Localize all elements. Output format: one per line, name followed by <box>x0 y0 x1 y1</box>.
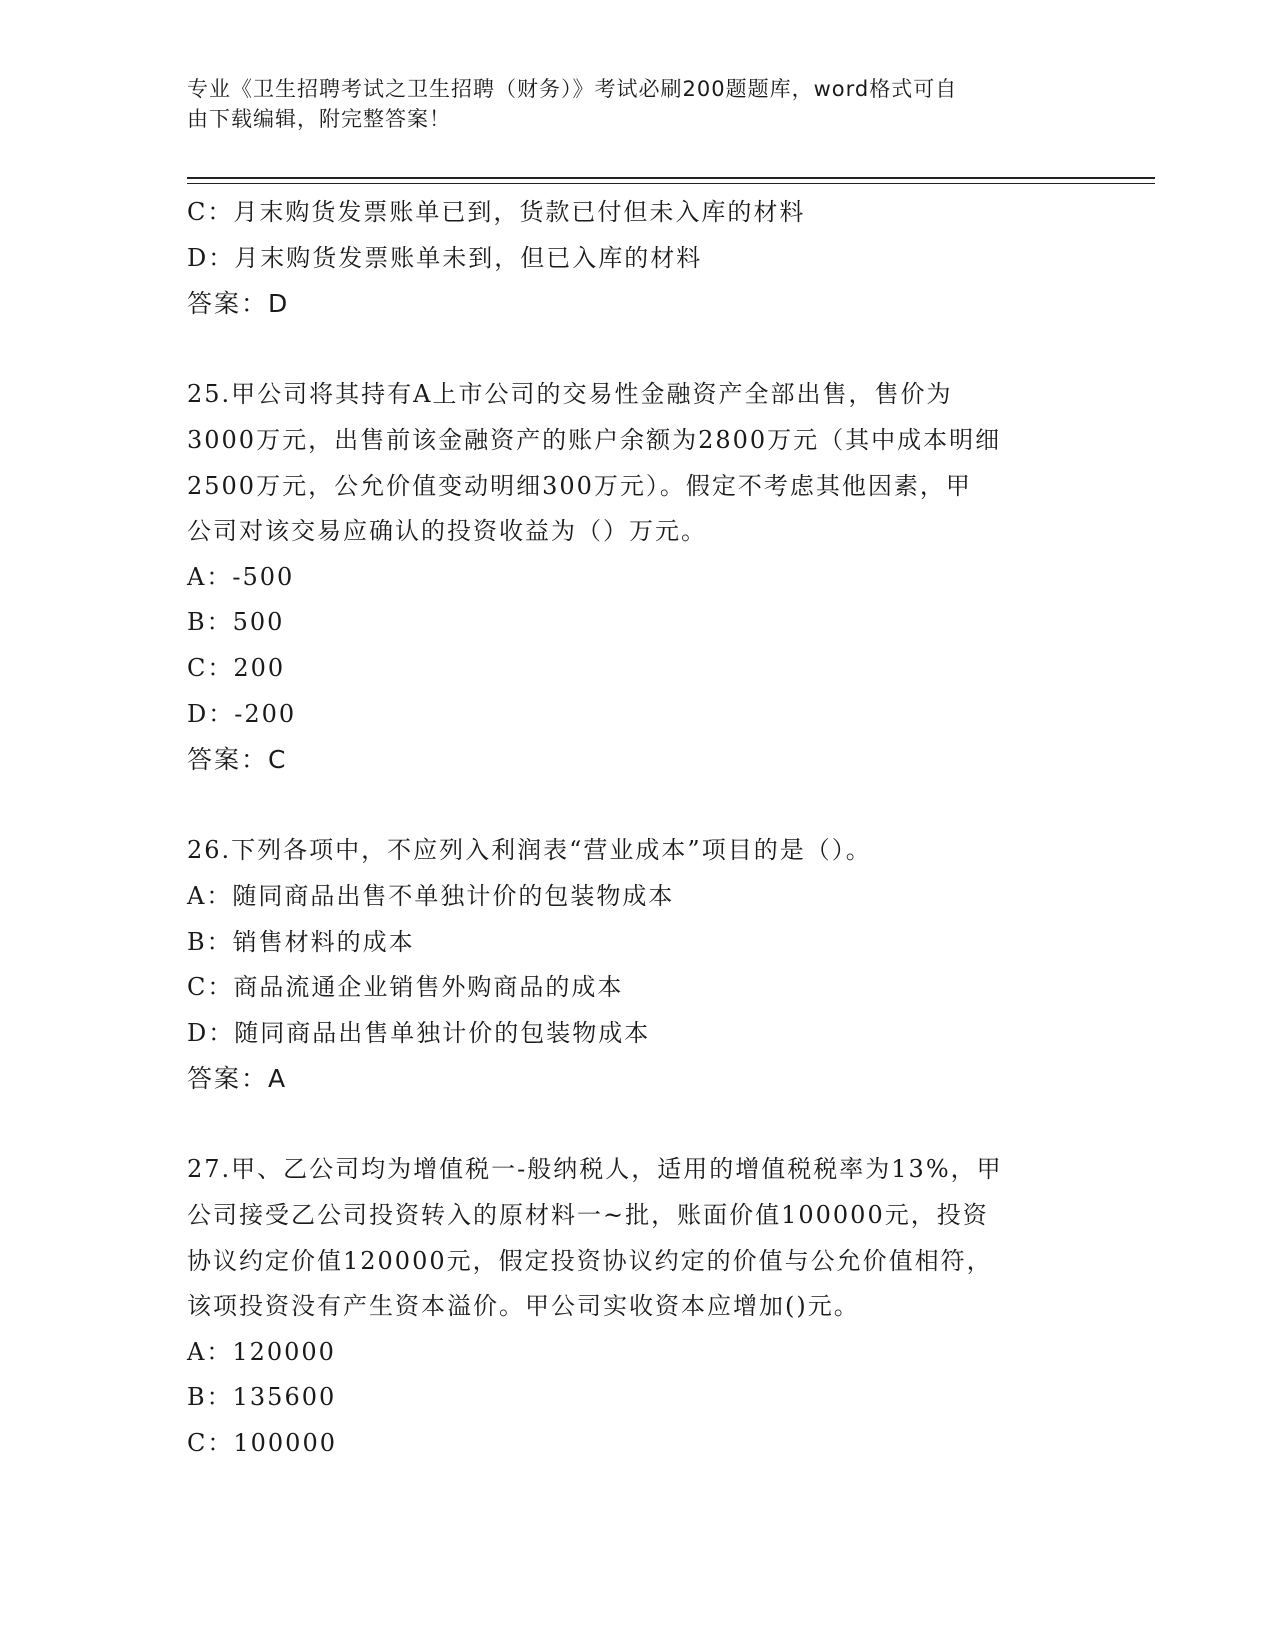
question-24-tail <box>187 190 1087 327</box>
question-stem-line: 该项投资没有产生资本溢价。甲公司实收资本应增加()元。 <box>187 1292 860 1321</box>
header-rule-thin <box>187 183 1155 184</box>
option-c: C：200 <box>187 653 286 682</box>
spacer <box>187 1102 1087 1148</box>
option-a: A：随同商品出售不单独计价的包装物成本 <box>187 881 675 910</box>
question-26 <box>187 828 1087 1102</box>
option-d: D：-200 <box>187 699 297 728</box>
option-b: B：135600 <box>187 1383 337 1412</box>
question-stem-line: 公司对该交易应确认的投资收益为（）万元。 <box>187 517 707 546</box>
question-stem-line: 26.下列各项中，不应列入利润表“营业成本”项目的是（）。 <box>187 836 872 865</box>
header-line-1: 专业《卫生招聘考试之卫生招聘（财务）》考试必刷200题题库，word格式可自 <box>187 77 958 101</box>
question-stem-line: 3000万元，出售前该金融资产的账户余额为2800万元（其中成本明细 <box>187 425 1002 454</box>
question-stem-line: 25.甲公司将其持有A上市公司的交易性金融资产全部出售，售价为 <box>187 380 953 409</box>
spacer <box>187 783 1087 829</box>
option-b: B：500 <box>187 608 285 637</box>
answer-line: 答案：C <box>187 745 288 775</box>
header-line-2: 由下载编辑，附完整答案！ <box>187 107 451 131</box>
option-d: D：月末购货发票账单未到，但已入库的材料 <box>187 243 703 272</box>
option-a: A：120000 <box>187 1337 336 1366</box>
option-c: C：100000 <box>187 1429 337 1458</box>
answer-line: 答案：D <box>187 289 290 319</box>
question-stem-line: 协议约定价值120000元，假定投资协议约定的价值与公允价值相符， <box>187 1246 993 1275</box>
question-25 <box>187 372 1087 782</box>
question-stem-line: 27.甲、乙公司均为增值税一-般纳税人，适用的增值税税率为13%，甲 <box>187 1155 1003 1184</box>
header-rule-thick <box>187 177 1155 179</box>
option-d: D：随同商品出售单独计价的包装物成本 <box>187 1018 651 1047</box>
spacer <box>187 327 1087 373</box>
question-27 <box>187 1147 1087 1466</box>
option-a: A：-500 <box>187 562 295 591</box>
option-c: C：月末购货发票账单已到，货款已付但未入库的材料 <box>187 198 806 226</box>
question-stem-line: 2500万元，公允价值变动明细300万元）。假定不考虑其他因素，甲 <box>187 471 972 500</box>
question-stem-line: 公司接受乙公司投资转入的原材料一~批，账面价值100000元，投资 <box>187 1201 989 1230</box>
question-content <box>187 190 1087 1467</box>
document-header <box>187 74 1067 134</box>
option-b: B：销售材料的成本 <box>187 927 415 956</box>
option-c: C：商品流通企业销售外购商品的成本 <box>187 973 624 1002</box>
answer-line: 答案：A <box>187 1064 288 1094</box>
